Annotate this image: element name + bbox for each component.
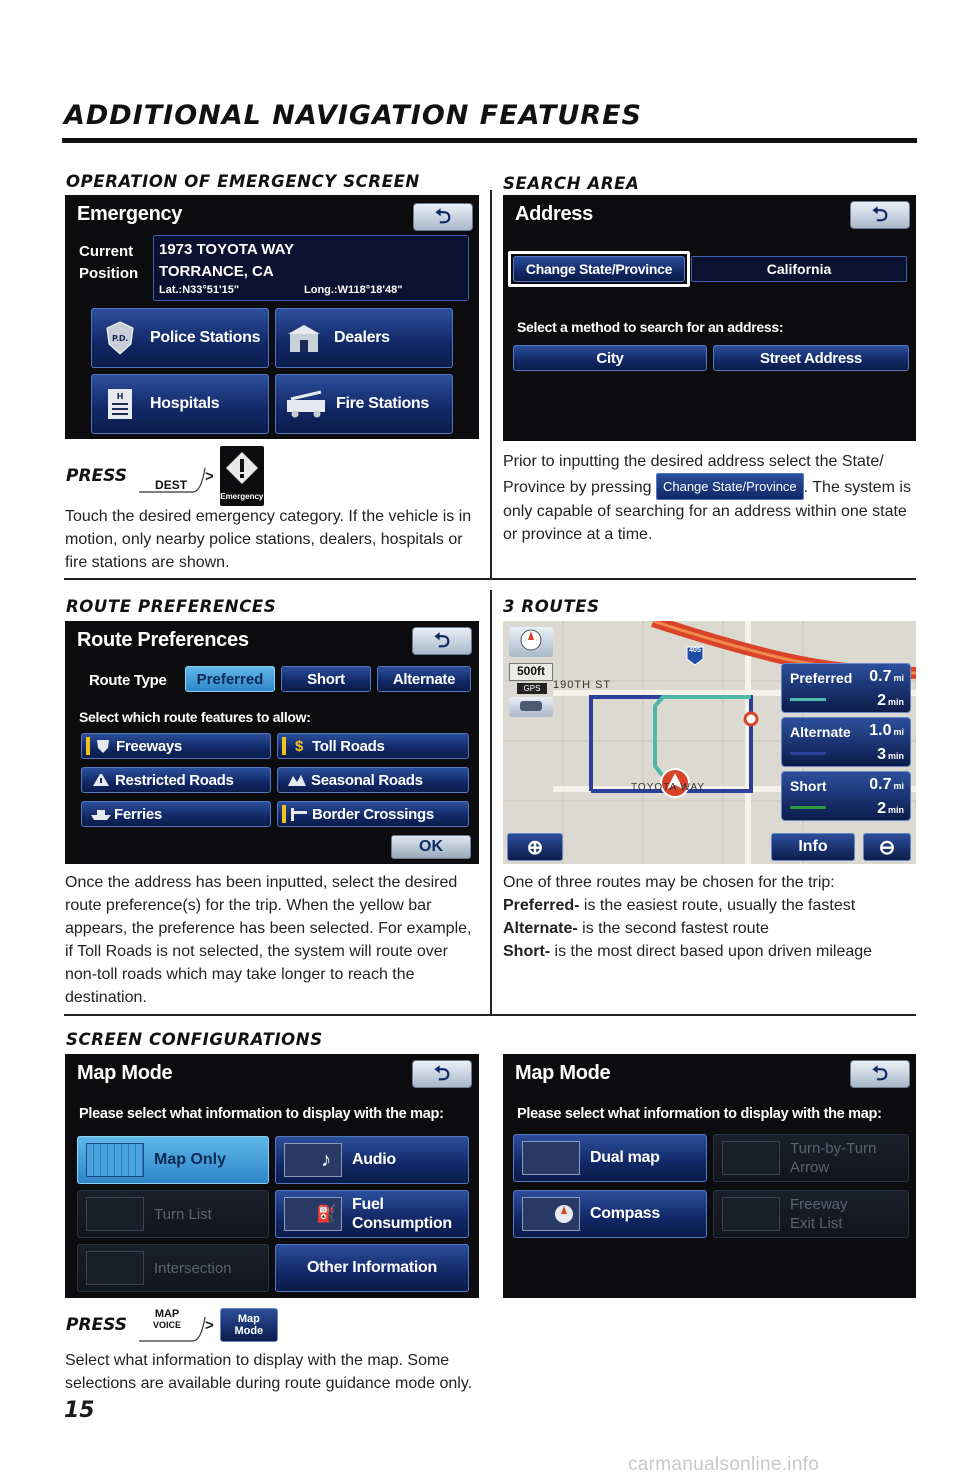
route-time-unit: min [887, 805, 904, 815]
preferred-definition [503, 894, 913, 917]
street-address-button[interactable]: Street Address [713, 345, 909, 371]
map-voice-hardware-button [135, 1305, 207, 1345]
svg-text:P.D.: P.D. [112, 334, 128, 343]
route-distance-unit: mi [893, 781, 904, 791]
row-divider-2 [64, 1014, 916, 1016]
map-compass-icon [522, 1197, 580, 1231]
freeways-label: Freeways [116, 737, 182, 755]
freeway-exit-list-label [790, 1195, 848, 1233]
search-method-prompt: Select a method to search for an address: [517, 319, 784, 335]
zoom-out-icon: ⊖ [878, 836, 896, 859]
back-arrow-icon: ⮌ [433, 1063, 451, 1085]
alternate-definition [503, 917, 913, 940]
zoom-in-button[interactable] [507, 833, 563, 861]
hospital-icon [100, 384, 140, 424]
route-type-label: Route Type [89, 672, 167, 689]
fuel-label-line-2: Consumption [352, 1215, 452, 1232]
state-value-field: California [691, 256, 907, 282]
turn-by-turn-arrow-button [713, 1134, 909, 1182]
ok-button[interactable]: OK [391, 835, 471, 859]
current-label: Current [79, 243, 134, 260]
screen-config-description: Select what information to display with the map. Some selections are available during route guidance mode only. [65, 1352, 473, 1392]
dual-map-label: Dual map [590, 1149, 660, 1166]
route-type-alternate[interactable]: Alternate [377, 666, 471, 692]
route-time-unit: min [887, 751, 904, 761]
fire-stations-label: Fire Stations [336, 395, 430, 412]
map-info-prompt: Please select what information to display with the map: [79, 1106, 444, 1122]
freeways-toggle[interactable] [81, 733, 271, 759]
svg-text:H: H [116, 392, 124, 401]
ferry-icon [90, 807, 112, 821]
freeway-405-shield-label: 405 [689, 647, 701, 654]
route-distance-value: 0.7 [869, 668, 892, 685]
hospitals-label: Hospitals [150, 395, 220, 412]
dest-hardware-button [135, 456, 207, 496]
route-option-short[interactable] [781, 771, 911, 821]
section-title-3-routes: 3 ROUTES [503, 597, 600, 616]
traffic-cars-icon [520, 701, 542, 711]
press-arrow: > [205, 1316, 214, 1334]
section-title-search-area: SEARCH AREA [503, 174, 640, 193]
search-area-description [503, 450, 913, 546]
route-time [877, 746, 904, 764]
intersection-button [77, 1244, 269, 1292]
police-badge-icon [100, 318, 140, 358]
watermark: carmanualsonline.info [628, 1454, 820, 1475]
routes-intro: One of three routes may be chosen for the trip: [503, 874, 835, 891]
alternate-text: is the second fastest route [577, 920, 769, 937]
toll-roads-toggle[interactable] [277, 733, 469, 759]
emergency-screen-title: Emergency [77, 203, 183, 225]
route-distance [869, 668, 904, 686]
freeway-exit-icon [722, 1197, 780, 1231]
border-gate-icon [290, 806, 308, 822]
route-color-bar [790, 698, 826, 701]
current-position-label [79, 241, 138, 285]
map-mode-screen-title: Map Mode [77, 1062, 173, 1084]
column-divider-top [490, 190, 492, 578]
map-fuel-icon: ⛽ [284, 1197, 342, 1231]
page-number: 15 [64, 1398, 95, 1423]
map-info-prompt: Please select what information to display with the map: [517, 1106, 882, 1122]
back-button[interactable] [413, 203, 473, 231]
other-information-button[interactable]: Other Information [275, 1244, 469, 1292]
address-line-2: TORRANCE, CA [159, 263, 274, 280]
restricted-roads-label: Restricted Roads [115, 771, 234, 789]
three-routes-description [503, 871, 913, 963]
route-preferences-screen [65, 621, 479, 864]
turn-arrow-icon [722, 1141, 780, 1175]
north-compass-icon [520, 629, 542, 656]
fuel-label-line-1: Fuel [352, 1196, 384, 1213]
back-button[interactable] [850, 1060, 910, 1088]
compass-button[interactable] [509, 627, 553, 657]
border-crossings-label: Border Crossings [312, 805, 434, 823]
seasonal-road-icon [286, 772, 308, 788]
toll-dollar-icon: $ [294, 737, 304, 755]
zoom-out-button[interactable] [863, 833, 911, 861]
freeway-shield-icon [94, 738, 112, 754]
map-mode-press-instruction [66, 1305, 278, 1345]
route-time-value: 2 [877, 692, 886, 709]
fire-stations-button[interactable] [275, 374, 453, 434]
compass-label: Compass [590, 1205, 660, 1222]
row-divider-1 [64, 578, 916, 580]
fel-line-2: Exit List [790, 1215, 843, 1232]
back-button[interactable] [412, 1060, 472, 1088]
section-title-screen-configurations: SCREEN CONFIGURATIONS [66, 1030, 323, 1049]
map-mode-icon-line-1: Map [237, 1313, 260, 1325]
back-arrow-icon: ⮌ [871, 204, 889, 226]
police-stations-label: Police Stations [150, 329, 261, 346]
press-word: PRESS [66, 1315, 128, 1335]
map-only-button[interactable] [77, 1136, 269, 1184]
emergency-press-instruction [66, 446, 264, 506]
latitude-readout: Lat.:N33°51'15" [159, 284, 240, 296]
route-distance [869, 722, 904, 740]
restricted-roads-toggle[interactable] [81, 767, 271, 793]
inline-change-state-chip: Change State/Province [656, 473, 804, 500]
route-features-prompt: Select which route features to allow: [79, 709, 311, 725]
selected-indicator [282, 805, 286, 823]
gps-indicator: GPS [517, 683, 547, 694]
press-word: PRESS [66, 466, 128, 486]
route-distance-value: 1.0 [869, 722, 892, 739]
street-label-toyota-way: TOYOTA WAY [631, 782, 706, 793]
turn-list-label: Turn List [154, 1205, 212, 1223]
ferries-toggle[interactable] [81, 801, 271, 827]
route-preferences-screen-title: Route Preferences [77, 629, 249, 651]
map-scale-readout: 500ft [509, 663, 553, 681]
seasonal-roads-label: Seasonal Roads [311, 771, 423, 789]
map-mode-icon-line-2: Mode [234, 1325, 264, 1337]
emergency-screen [65, 195, 479, 439]
short-term: Short- [503, 943, 551, 960]
map-intersection-icon [86, 1251, 144, 1285]
seasonal-roads-toggle[interactable] [277, 767, 469, 793]
preferred-term: Preferred- [503, 897, 580, 914]
section-title-emergency: OPERATION OF EMERGENCY SCREEN [66, 172, 420, 191]
address-box [153, 235, 469, 301]
route-time [877, 800, 904, 818]
change-state-province-button[interactable]: Change State/Province [513, 256, 685, 282]
route-type-short[interactable]: Short [281, 666, 371, 692]
intersection-label: Intersection [154, 1259, 232, 1277]
dual-map-button[interactable] [513, 1134, 707, 1182]
fel-line-1: Freeway [790, 1196, 848, 1213]
freeway-exit-list-button [713, 1190, 909, 1238]
alternate-term: Alternate- [503, 920, 578, 937]
restricted-road-icon [90, 772, 112, 788]
tbt-line-1: Turn-by-Turn [790, 1140, 877, 1157]
map-only-icon [86, 1143, 144, 1177]
map-mode-screen-left [65, 1054, 479, 1298]
address-screen [503, 195, 916, 441]
toll-roads-label: Toll Roads [312, 737, 385, 755]
route-distance-unit: mi [893, 673, 904, 683]
back-arrow-icon: ⮌ [433, 630, 451, 652]
fuel-consumption-button[interactable] [275, 1190, 469, 1238]
emergency-icon-label: Emergency [220, 492, 264, 501]
route-time-value: 3 [877, 746, 886, 763]
fuel-consumption-label [352, 1195, 452, 1233]
three-routes-map-screen [503, 621, 916, 864]
short-text: is the most direct based upon driven mileage [550, 943, 873, 960]
route-name: Alternate [790, 724, 851, 740]
title-rule [62, 138, 917, 143]
short-definition [503, 940, 913, 963]
compass-mode-button[interactable] [513, 1190, 707, 1238]
route-color-bar [790, 806, 826, 809]
emergency-description: Touch the desired emergency category. If the vehicle is in motion, only nearby police stations, dealers, hospitals or fire stations are shown. [65, 508, 472, 571]
dual-map-icon [522, 1141, 580, 1175]
page-title: ADDITIONAL NAVIGATION FEATURES [64, 100, 642, 131]
position-label: Position [79, 265, 139, 282]
fire-truck-icon [284, 384, 330, 424]
dealership-icon [284, 318, 324, 358]
selected-indicator [282, 737, 286, 755]
search-desc-part-1: Prior to inputting the desired address select the State/ Province by pressing [503, 453, 884, 496]
audio-button[interactable] [275, 1136, 469, 1184]
map-only-label: Map Only [154, 1151, 227, 1168]
back-arrow-icon: ⮌ [434, 206, 452, 228]
route-time-value: 2 [877, 800, 886, 817]
dealers-label: Dealers [334, 329, 390, 346]
map-audio-icon: ♪ [284, 1143, 342, 1177]
route-distance-unit: mi [893, 727, 904, 737]
selected-indicator [86, 737, 90, 755]
zoom-in-icon: ⊕ [526, 836, 544, 859]
map-mode-menu-icon [220, 1308, 278, 1342]
dest-button-label: DEST [155, 478, 188, 492]
emergency-menu-icon [220, 446, 264, 506]
dealers-button[interactable] [275, 308, 453, 368]
column-divider-middle [490, 590, 492, 1015]
city-button[interactable]: City [513, 345, 707, 371]
section-title-route-preferences: ROUTE PREFERENCES [66, 597, 277, 616]
audio-label: Audio [352, 1151, 396, 1168]
traffic-button[interactable] [509, 697, 553, 717]
map-label: MAP [154, 1308, 180, 1320]
map-voice-label [153, 1309, 181, 1331]
street-label-190th: 190TH ST [553, 679, 612, 691]
voice-label: VOICE [153, 1320, 182, 1330]
hospitals-button[interactable] [91, 374, 269, 434]
map-mode-screen-title: Map Mode [515, 1062, 611, 1084]
police-stations-button[interactable] [91, 308, 269, 368]
turn-list-button [77, 1190, 269, 1238]
route-time-unit: min [887, 697, 904, 707]
route-time [877, 692, 904, 710]
back-arrow-icon: ⮌ [871, 1063, 889, 1085]
tbt-line-2: Arrow [790, 1159, 830, 1176]
route-name: Preferred [790, 670, 853, 686]
border-crossings-toggle[interactable] [277, 801, 469, 827]
press-arrow: > [205, 467, 214, 485]
route-distance [869, 776, 904, 794]
info-button[interactable]: Info [771, 833, 855, 861]
back-button[interactable] [412, 627, 472, 655]
back-button[interactable] [850, 201, 910, 229]
route-option-alternate[interactable] [781, 717, 911, 767]
preferred-text: is the easiest route, usually the fastest [579, 897, 856, 914]
route-name: Short [790, 778, 827, 794]
route-distance-value: 0.7 [869, 776, 892, 793]
map-turn-list-icon [86, 1197, 144, 1231]
address-screen-title: Address [515, 203, 593, 225]
route-color-bar [790, 752, 826, 755]
search-desc-part-2: . The system is only capable of searching for an address within one state or province at a time. [503, 479, 911, 543]
map-mode-screen-right [503, 1054, 916, 1298]
turn-by-turn-label [790, 1139, 876, 1177]
route-type-preferred[interactable]: Preferred [185, 666, 275, 692]
route-preferences-description: Once the address has been inputted, select the desired route preference(s) for the trip. When the yellow bar appears, the preference has been selected. For example, if Toll Roads is not selected, the system will route over non-toll roads which may take longer to reach the destination. [65, 874, 472, 1006]
longitude-readout: Long.:W118°18'48" [304, 284, 403, 296]
ferries-label: Ferries [114, 805, 162, 823]
route-option-preferred[interactable] [781, 663, 911, 713]
address-line-1: 1973 TOYOTA WAY [159, 241, 295, 258]
